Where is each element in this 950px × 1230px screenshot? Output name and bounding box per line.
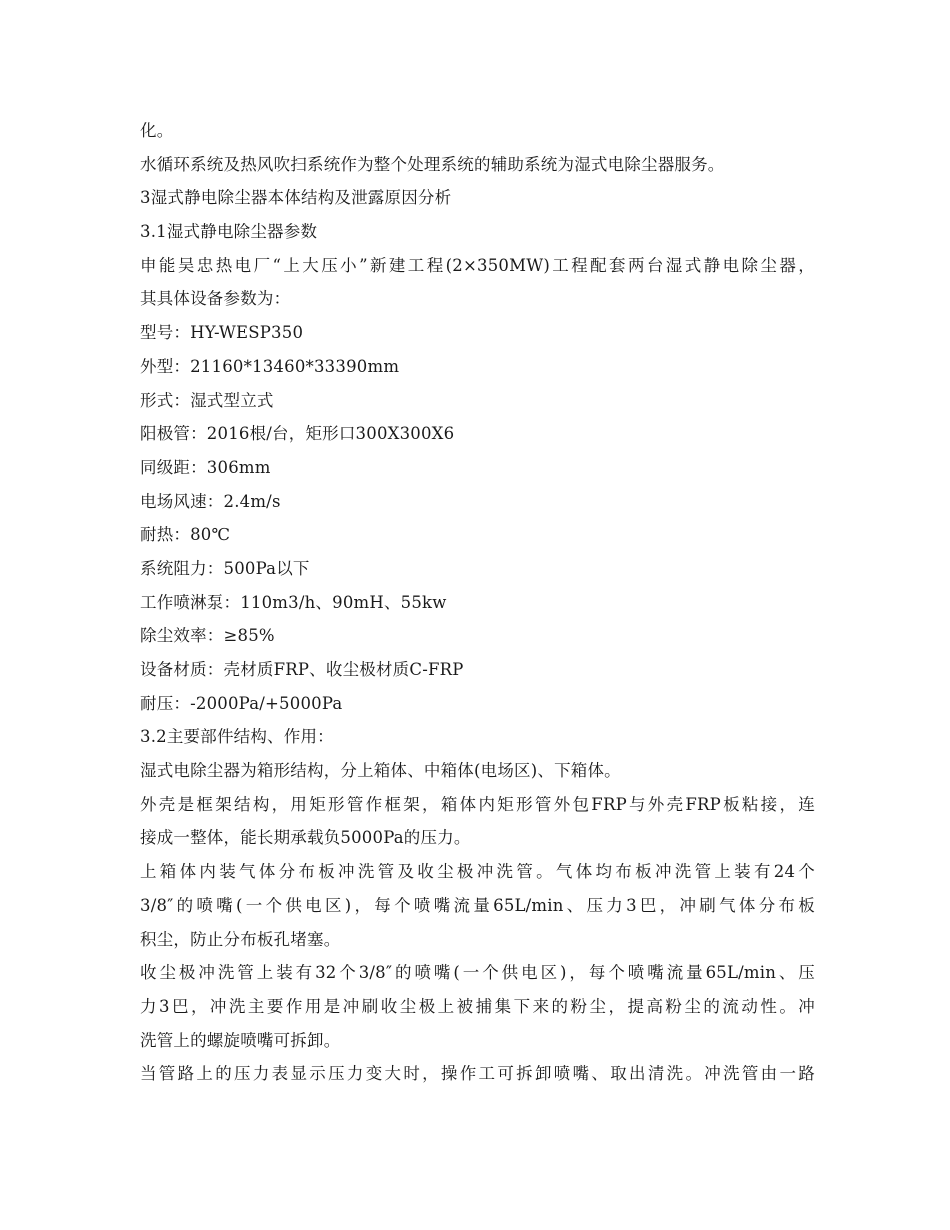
text-line: 耐压：-2000Pa/+5000Pa — [140, 693, 343, 713]
text-line: 申能吴忠热电厂“上大压小”新建工程(2×350MW)工程配套两台湿式静电除尘器， — [140, 255, 815, 275]
text-line: 3.1湿式静电除尘器参数 — [140, 222, 318, 242]
text-line: 其具体设备参数为： — [140, 289, 291, 309]
text-line: 当管路上的压力表显示压力变大时，操作工可拆卸喷嘴、取出清洗。冲洗管由一路 — [140, 1064, 815, 1084]
text-line: 形式：湿式型立式 — [140, 390, 274, 410]
text-line: 收尘极冲洗管上装有32个3/8″的喷嘴(一个供电区)，每个喷嘴流量65L/min、压 — [140, 963, 815, 983]
text-line: 外壳是框架结构，用矩形管作框架，箱体内矩形管外包FRP与外壳FRP板粘接，连 — [140, 794, 815, 814]
text-line: 积尘，防止分布板孔堵塞。 — [140, 929, 341, 949]
text-line: 同级距：306mm — [140, 457, 271, 477]
text-line: 化。 — [140, 121, 174, 140]
text-line: 阳极管：2016根/台，矩形口300X300X6 — [140, 424, 455, 444]
text-line: 耐热：80℃ — [140, 525, 231, 545]
text-line: 水循环系统及热风吹扫系统作为整个处理系统的辅助系统为湿式电除尘器服务。 — [140, 154, 725, 174]
text-line: 湿式电除尘器为箱形结构，分上箱体、中箱体(电场区)、下箱体。 — [140, 761, 621, 781]
document-body — [140, 114, 815, 1091]
text-line: 力3巴，冲洗主要作用是冲刷收尘极上被捕集下来的粉尘，提高粉尘的流动性。冲 — [140, 996, 815, 1016]
text-line: 上箱体内装气体分布板冲洗管及收尘极冲洗管。气体均布板冲洗管上装有24个 — [140, 862, 815, 882]
text-line: 3湿式静电除尘器本体结构及泄露原因分析 — [140, 188, 452, 208]
text-line: 3.2主要部件结构、作用： — [140, 727, 334, 747]
text-line: 外型：21160*13460*33390mm — [140, 356, 400, 376]
text-line: 3/8″的喷嘴(一个供电区)，每个喷嘴流量65L/min、压力3巴，冲刷气体分布板 — [140, 895, 815, 915]
text-line: 洗管上的螺旋喷嘴可拆卸。 — [140, 1030, 341, 1050]
text-line: 接成一整体，能长期承载负5000Pa的压力。 — [140, 828, 471, 848]
text-line: 设备材质：壳材质FRP、收尘极材质C-FRP — [140, 660, 464, 679]
text-line: 工作喷淋泵：110m3/h、90mH、55kw — [140, 592, 447, 612]
text-line: 电场风速：2.4m/s — [140, 491, 281, 511]
text-line: 系统阻力：500Pa以下 — [140, 558, 310, 578]
text-line: 型号：HY-WESP350 — [140, 323, 304, 343]
text-line: 除尘效率：≥85% — [140, 626, 275, 646]
